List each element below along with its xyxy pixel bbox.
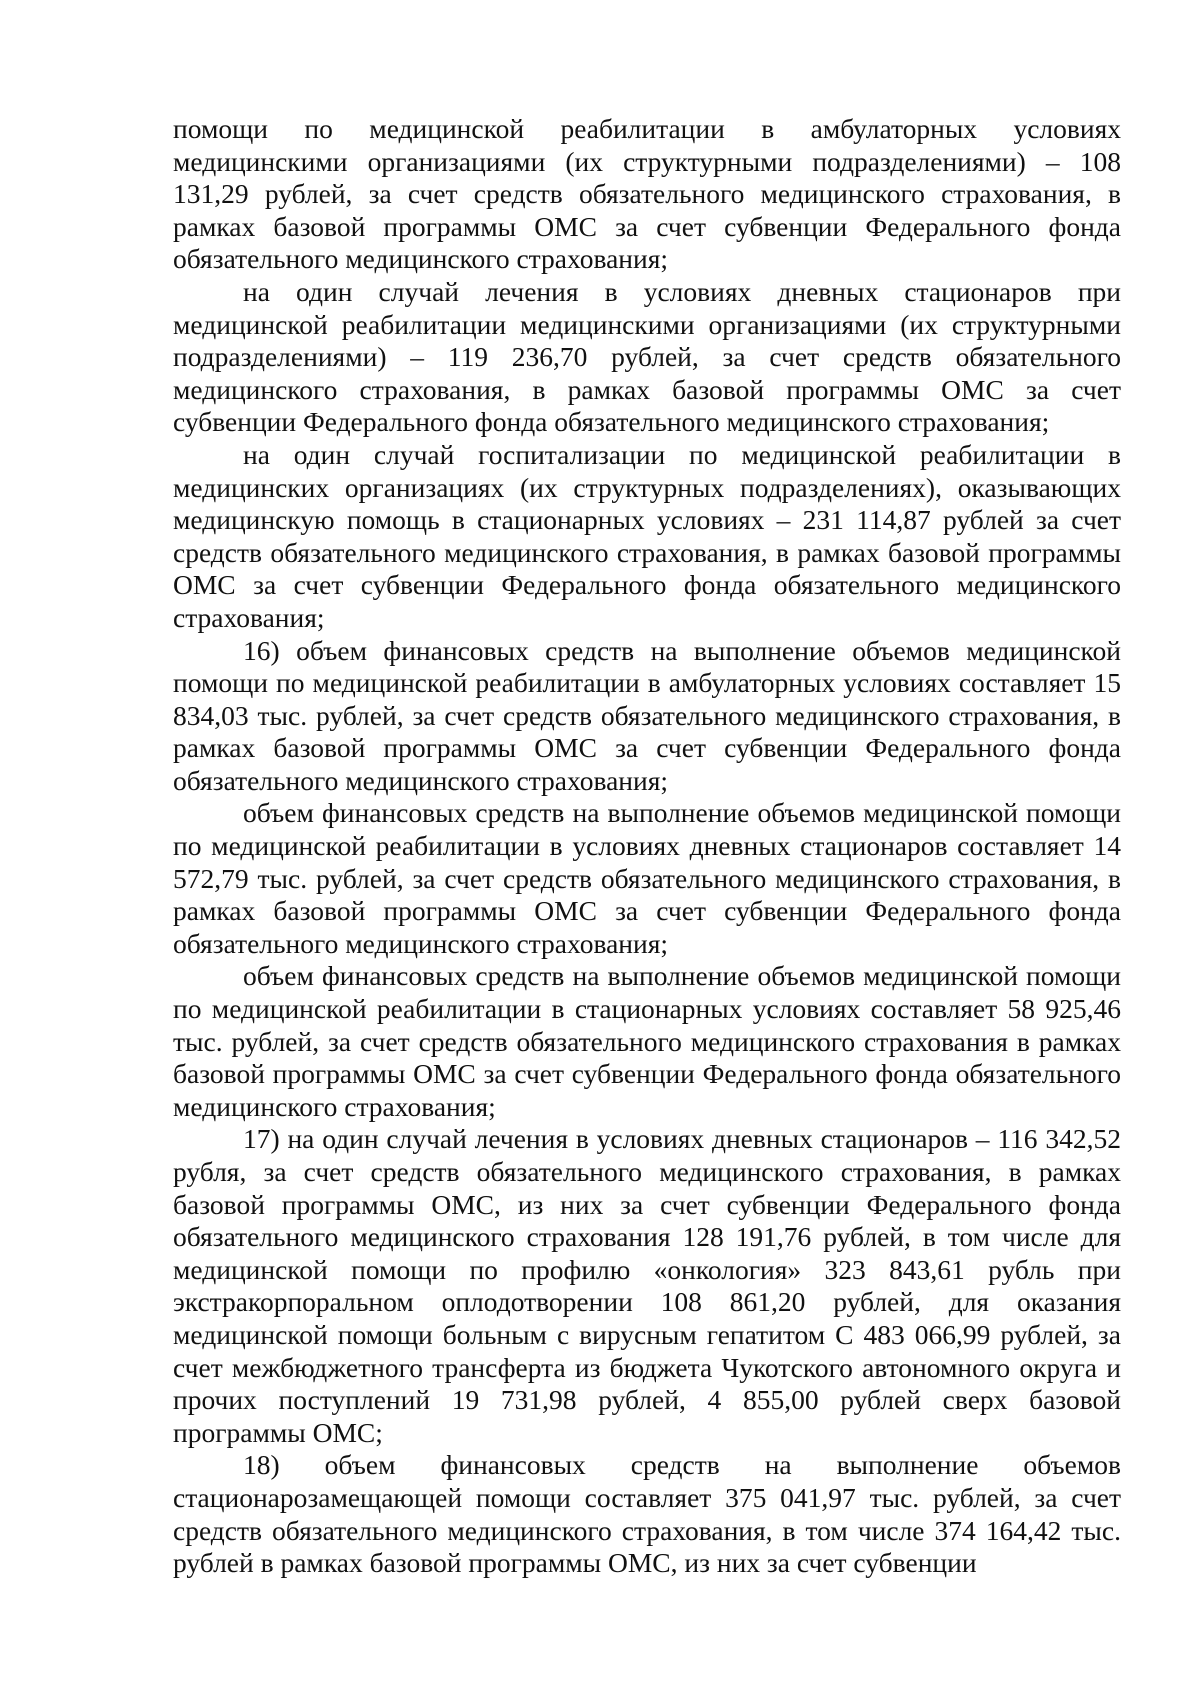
document-body (173, 113, 1121, 1580)
paragraph-rehab-outpatient-cost: помощи по медицинской реабилитации в амбулаторных условиях медицинскими организациями (их структурными подразделениями) – 108 131,29 рублей, за счет средств обязательного медицинского страхования, в рамках базовой программы ОМС за счет субвенции Федерального фонда обязательного медицинского страхования; (173, 113, 1121, 275)
paragraph-item-16: 16) объем финансовых средств на выполнение объемов медицинской помощи по медицинской реабилитации в амбулаторных условиях составляет 15 834,03 тыс. рублей, за счет средств обязательного медицинского страхования, в рамках базовой программы ОМС за счет субвенции Федерального фонда обязательного медицинского страхования; (173, 634, 1121, 796)
paragraph-rehab-hospitalization-cost: на один случай госпитализации по медицинской реабилитации в медицинских организациях (их структурных подразделениях), оказывающих медицинскую помощь в стационарных условиях – 231 114,87 рублей за счет средств обязательного медицинского страхования, в рамках базовой программы ОМС за счет субвенции Федерального фонда обязательного медицинского страхования; (173, 438, 1121, 633)
paragraph-rehab-day-hospital-cost: на один случай лечения в условиях дневных стационаров при медицинской реабилитации медицинскими организациями (их структурными подразделениями) – 119 236,70 рублей, за счет средств обязательного медицинского страхования, в рамках базовой программы ОМС за счет субвенции Федерального фонда обязательного медицинского страхования; (173, 275, 1121, 438)
paragraph-item-18: 18) объем финансовых средств на выполнение объемов стационарозамещающей помощи составляет 375 041,97 тыс. рублей, за счет средств обязательного медицинского страхования, в том числе 374 164,42 тыс. рублей в рамках базовой программы ОМС, из них за счет субвенции (173, 1449, 1121, 1579)
paragraph-item-17: 17) на один случай лечения в условиях дневных стационаров – 116 342,52 рубля, за счет средств обязательного медицинского страхования, в рамках базовой программы ОМС, из них за счет субвенции Федерального фонда обязательного медицинского страхования 128 191,76 рублей, в том числе для медицинской помощи по профилю «онкология» 323 843,61 рубль при экстракорпоральном оплодотворении 108 861,20 рублей, для оказания медицинской помощи больным с вирусным гепатитом С 483 066,99 рублей, за счет межбюджетного трансферта из бюджета Чукотского автономного округа и прочих поступлений 19 731,98 рублей, 4 855,00 рублей сверх базовой программы ОМС; (173, 1123, 1121, 1448)
paragraph-rehab-day-hospital-volume: объем финансовых средств на выполнение объемов медицинской помощи по медицинской реабилитации в условиях дневных стационаров составляет 14 572,79 тыс. рублей, за счет средств обязательного медицинского страхования, в рамках базовой программы ОМС за счет субвенции Федерального фонда обязательного медицинского страхования; (173, 797, 1121, 959)
paragraph-rehab-inpatient-volume: объем финансовых средств на выполнение объемов медицинской помощи по медицинской реабилитации в стационарных условиях составляет 58 925,46 тыс. рублей, за счет средств обязательного медицинского страхования в рамках базовой программы ОМС за счет субвенции Федерального фонда обязательного медицинского страхования; (173, 960, 1121, 1122)
